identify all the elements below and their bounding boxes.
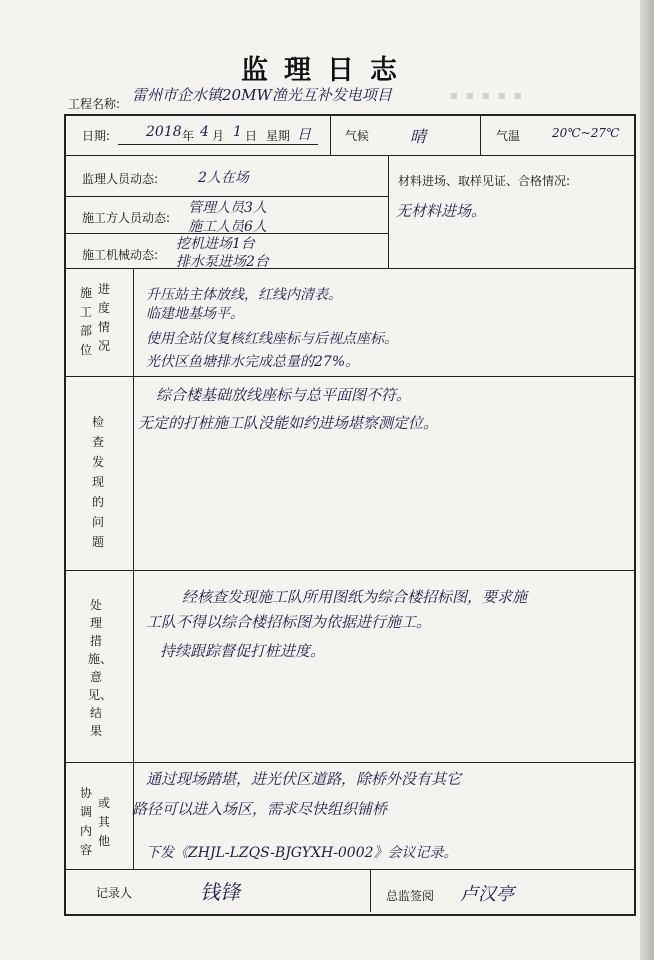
date-day: 1 <box>233 124 242 140</box>
page-title: 监理日志 <box>241 55 413 86</box>
date-label: 日期: <box>82 129 111 143</box>
machinery-line: 排水泵进场2台 <box>176 254 269 270</box>
supervisor-label: 监理人员动态: <box>82 172 159 186</box>
log-table <box>64 114 636 916</box>
weather-value: 晴 <box>410 127 427 146</box>
row-divider <box>64 570 634 571</box>
supervisor-value: 2人在场 <box>198 170 249 186</box>
date-year-suffix: 年 <box>182 129 195 143</box>
construction-staff-line: 施工人员6人 <box>188 219 267 235</box>
progress-line: 光伏区鱼塘排水完成总量的27%。 <box>146 354 360 370</box>
date-month: 4 <box>200 124 209 140</box>
label-col-divider <box>133 268 134 869</box>
chief-review-label: 总监签阅 <box>386 889 435 903</box>
issues-line: 综合楼基础放线座标与总平面图不符。 <box>156 386 412 404</box>
header-col-divider <box>480 114 481 155</box>
machinery-label: 施工机械动态: <box>82 248 159 262</box>
coordination-line: 下发《ZHJL-LZQS-BJGYXH-0002》会议记录。 <box>146 845 458 861</box>
row-divider <box>64 869 634 870</box>
construction-staff-label: 施工方人员动态: <box>82 211 171 225</box>
issues-line: 无定的打桩施工队没能如约进场堪察测定位。 <box>138 414 439 432</box>
date-year: 2018 <box>146 124 182 140</box>
coordination-line: 通过现场踏堪，进光伏区道路，除桥外没有其它 <box>146 770 462 788</box>
coordination-label: 协调内容 <box>79 786 92 857</box>
header-col-divider <box>330 114 331 155</box>
progress-line: 临建地基场平。 <box>146 306 244 322</box>
temperature-value: 20℃~27℃ <box>552 126 620 140</box>
handling-line: 持续跟踪督促打桩进度。 <box>160 642 326 660</box>
handling-line: 经核查发现施工队所用图纸为综合楼招标图，要求施 <box>182 588 528 606</box>
project-name-value: 雷州市企水镇20MW渔光互补发电项目 <box>132 86 392 104</box>
recorder-label: 记录人 <box>96 886 133 900</box>
machinery-line: 挖机进场1台 <box>176 236 255 252</box>
progress-label-part: 施工部位 <box>79 286 92 357</box>
materials-label: 材料进场、取样见证、合格情况: <box>398 174 571 188</box>
progress-line: 使用全站仪复核红线座标与后视点座标。 <box>146 331 398 347</box>
row-divider <box>64 762 634 763</box>
date-day-suffix: 日 <box>245 129 258 143</box>
handling-line: 工队不得以综合楼招标图为依据进行施工。 <box>146 613 432 631</box>
page-edge-shadow <box>640 0 654 960</box>
footer-col-divider <box>370 869 371 912</box>
personnel-col-divider <box>388 155 389 268</box>
temperature-label: 气温 <box>496 129 521 143</box>
chief-signature: 卢汉亭 <box>460 884 514 905</box>
issues-label: 检查发现的问题 <box>91 415 104 549</box>
row-divider <box>64 376 634 377</box>
weekday-value: 日 <box>297 127 311 143</box>
materials-value: 无材料进场。 <box>396 202 487 220</box>
row-divider <box>64 268 634 269</box>
row-divider <box>64 155 634 156</box>
coordination-line: 路径可以进入场区，需求尽快组织铺桥 <box>132 800 388 818</box>
date-underline <box>118 144 318 145</box>
construction-staff-line: 管理人员3人 <box>188 200 267 216</box>
progress-line: 升压站主体放线，红线内清表。 <box>146 287 342 303</box>
recorder-signature: 钱锋 <box>200 880 240 904</box>
progress-label-status: 进度情况 <box>97 282 110 353</box>
faint-stamp-mark: ▪ ▪ ▪ ▪ ▪ <box>450 88 524 102</box>
weekday-label: 星期 <box>266 129 291 143</box>
project-name-label: 工程名称: <box>68 97 121 111</box>
handling-label: 处理措施、意见、结果 <box>88 598 113 738</box>
date-month-suffix: 月 <box>212 129 225 143</box>
coordination-label-other: 或其他 <box>97 796 110 848</box>
weather-label: 气候 <box>345 129 370 143</box>
